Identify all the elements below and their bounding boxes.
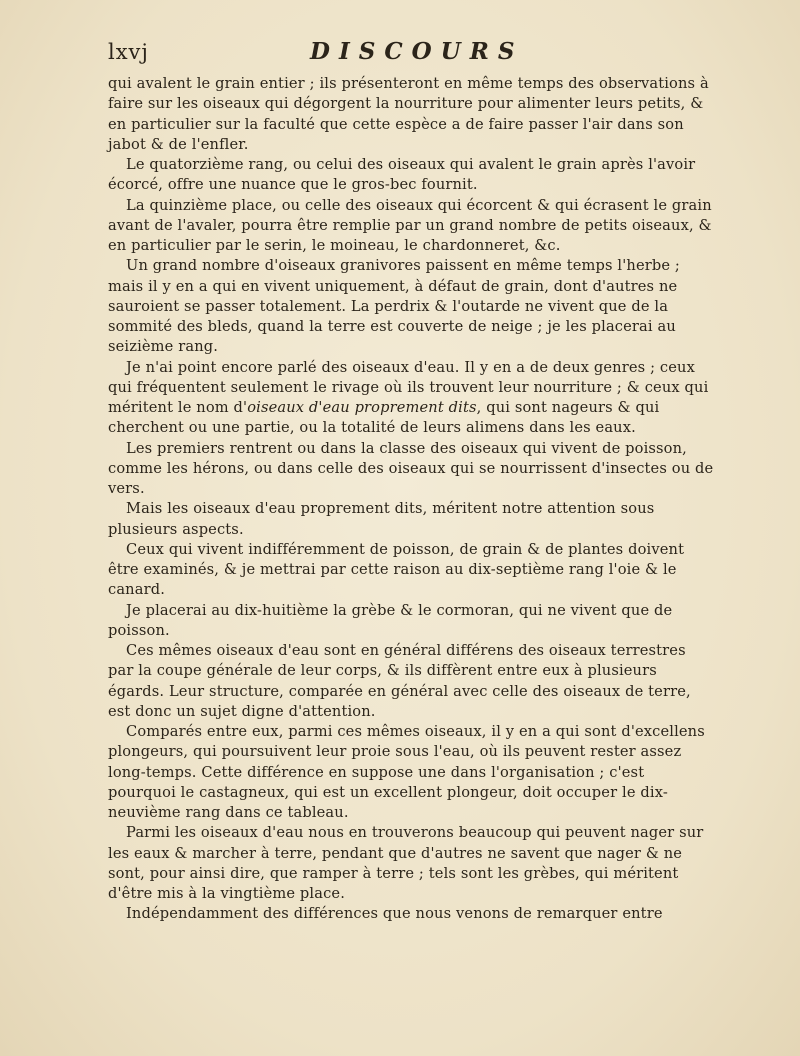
paragraph: Un grand nombre d'oiseaux granivores paissent en même temps l'herbe ; mais il y en a qui en vivent uniquement, à défaut de grain, dont d'autres ne sauroient se passer totalement. La perdrix & l'outarde ne vivent que de la sommité des bleds, quand la terre est couverte de neige ; je les placerai au seizième rang. bbox=[108, 257, 680, 356]
paragraph: Ceux qui vivent indifféremment de poisson, de grain & de plantes doivent être examinés, & je mettrai par cette raison au dix-septième rang l'oie & le canard. bbox=[108, 540, 685, 599]
paragraph: Ces mêmes oiseaux d'eau sont en général différens des oiseaux terrestres par la coupe générale de leur corps, & ils diffèrent entre eux à plusieurs égards. Leur structure, comparée en général avec celle des oiseaux de terre, est donc un sujet digne d'attention. bbox=[108, 642, 691, 720]
paragraph: Mais les oiseaux d'eau proprement dits, méritent notre attention sous plusieurs aspects. bbox=[108, 500, 655, 538]
paragraph: Les premiers rentrent ou dans la classe des oiseaux qui vivent de poisson, comme les hérons, ou dans celle des oiseaux qui se nourrissent d'insectes ou de vers. bbox=[108, 439, 714, 497]
paragraph: La quinzième place, ou celle des oiseaux qui écorcent & qui écrasent le grain avant de l'avaler, pourra être remplie par un grand nombre de petits oiseaux, & en particulier par le serin, le moineau, le chardonneret, &c. bbox=[108, 196, 712, 254]
paragraph bbox=[108, 358, 714, 439]
paragraph-text: Je n'ai point encore parlé des oiseaux d'eau. Il y en a de deux genres ; ceux qui fréquentent seulement le rivage où ils trouvent leur nourriture ; & ceux qui méritent le nom d' bbox=[108, 358, 709, 416]
body-text bbox=[108, 74, 714, 925]
page-number: lxvj bbox=[108, 40, 149, 64]
paragraph-text: , qui sont nageurs & qui cherchent ou une partie, ou la totalité de leurs alimens dans les eaux. bbox=[108, 399, 660, 437]
paragraph: Parmi les oiseaux d'eau nous en trouverons beaucoup qui peuvent nager sur les eaux & marcher à terre, pendant que d'autres ne savent que nager & ne sont, pour ainsi dire, que ramper à terre ; tels sont les grèbes, qui méritent d'être mis à la vingtième place. bbox=[108, 824, 704, 902]
paragraph: qui avalent le grain entier ; ils présenteront en même temps des observations à faire sur les oiseaux qui dégorgent la nourriture pour alimenter leurs petits, & en particulier sur la faculté que cette espèce a de faire passer l'air dans son jabot & de l'enfler. bbox=[108, 75, 709, 153]
page-header bbox=[108, 38, 708, 72]
running-title: DISCOURS bbox=[310, 38, 524, 65]
paragraph: Comparés entre eux, parmi ces mêmes oiseaux, il y en a qui sont d'excellens plongeurs, qui poursuivent leur proie sous l'eau, où ils peuvent rester assez long-temps. Cette différence en suppose une dans l'organisation ; c'est pourquoi le castagneux, qui est un excellent plongeur, doit occuper le dix-neuvième rang dans ce tableau. bbox=[108, 723, 705, 821]
paragraph: Le quatorzième rang, ou celui des oiseaux qui avalent le grain après l'avoir écorcé, offre une nuance que le gros-bec fournit. bbox=[108, 156, 696, 194]
paragraph: Indépendamment des différences que nous venons de remarquer entre bbox=[126, 905, 663, 923]
paragraph: Je placerai au dix-huitième la grèbe & le cormoran, qui ne vivent que de poisson. bbox=[108, 601, 673, 639]
italic-term: oiseaux d'eau proprement dits bbox=[247, 399, 477, 416]
